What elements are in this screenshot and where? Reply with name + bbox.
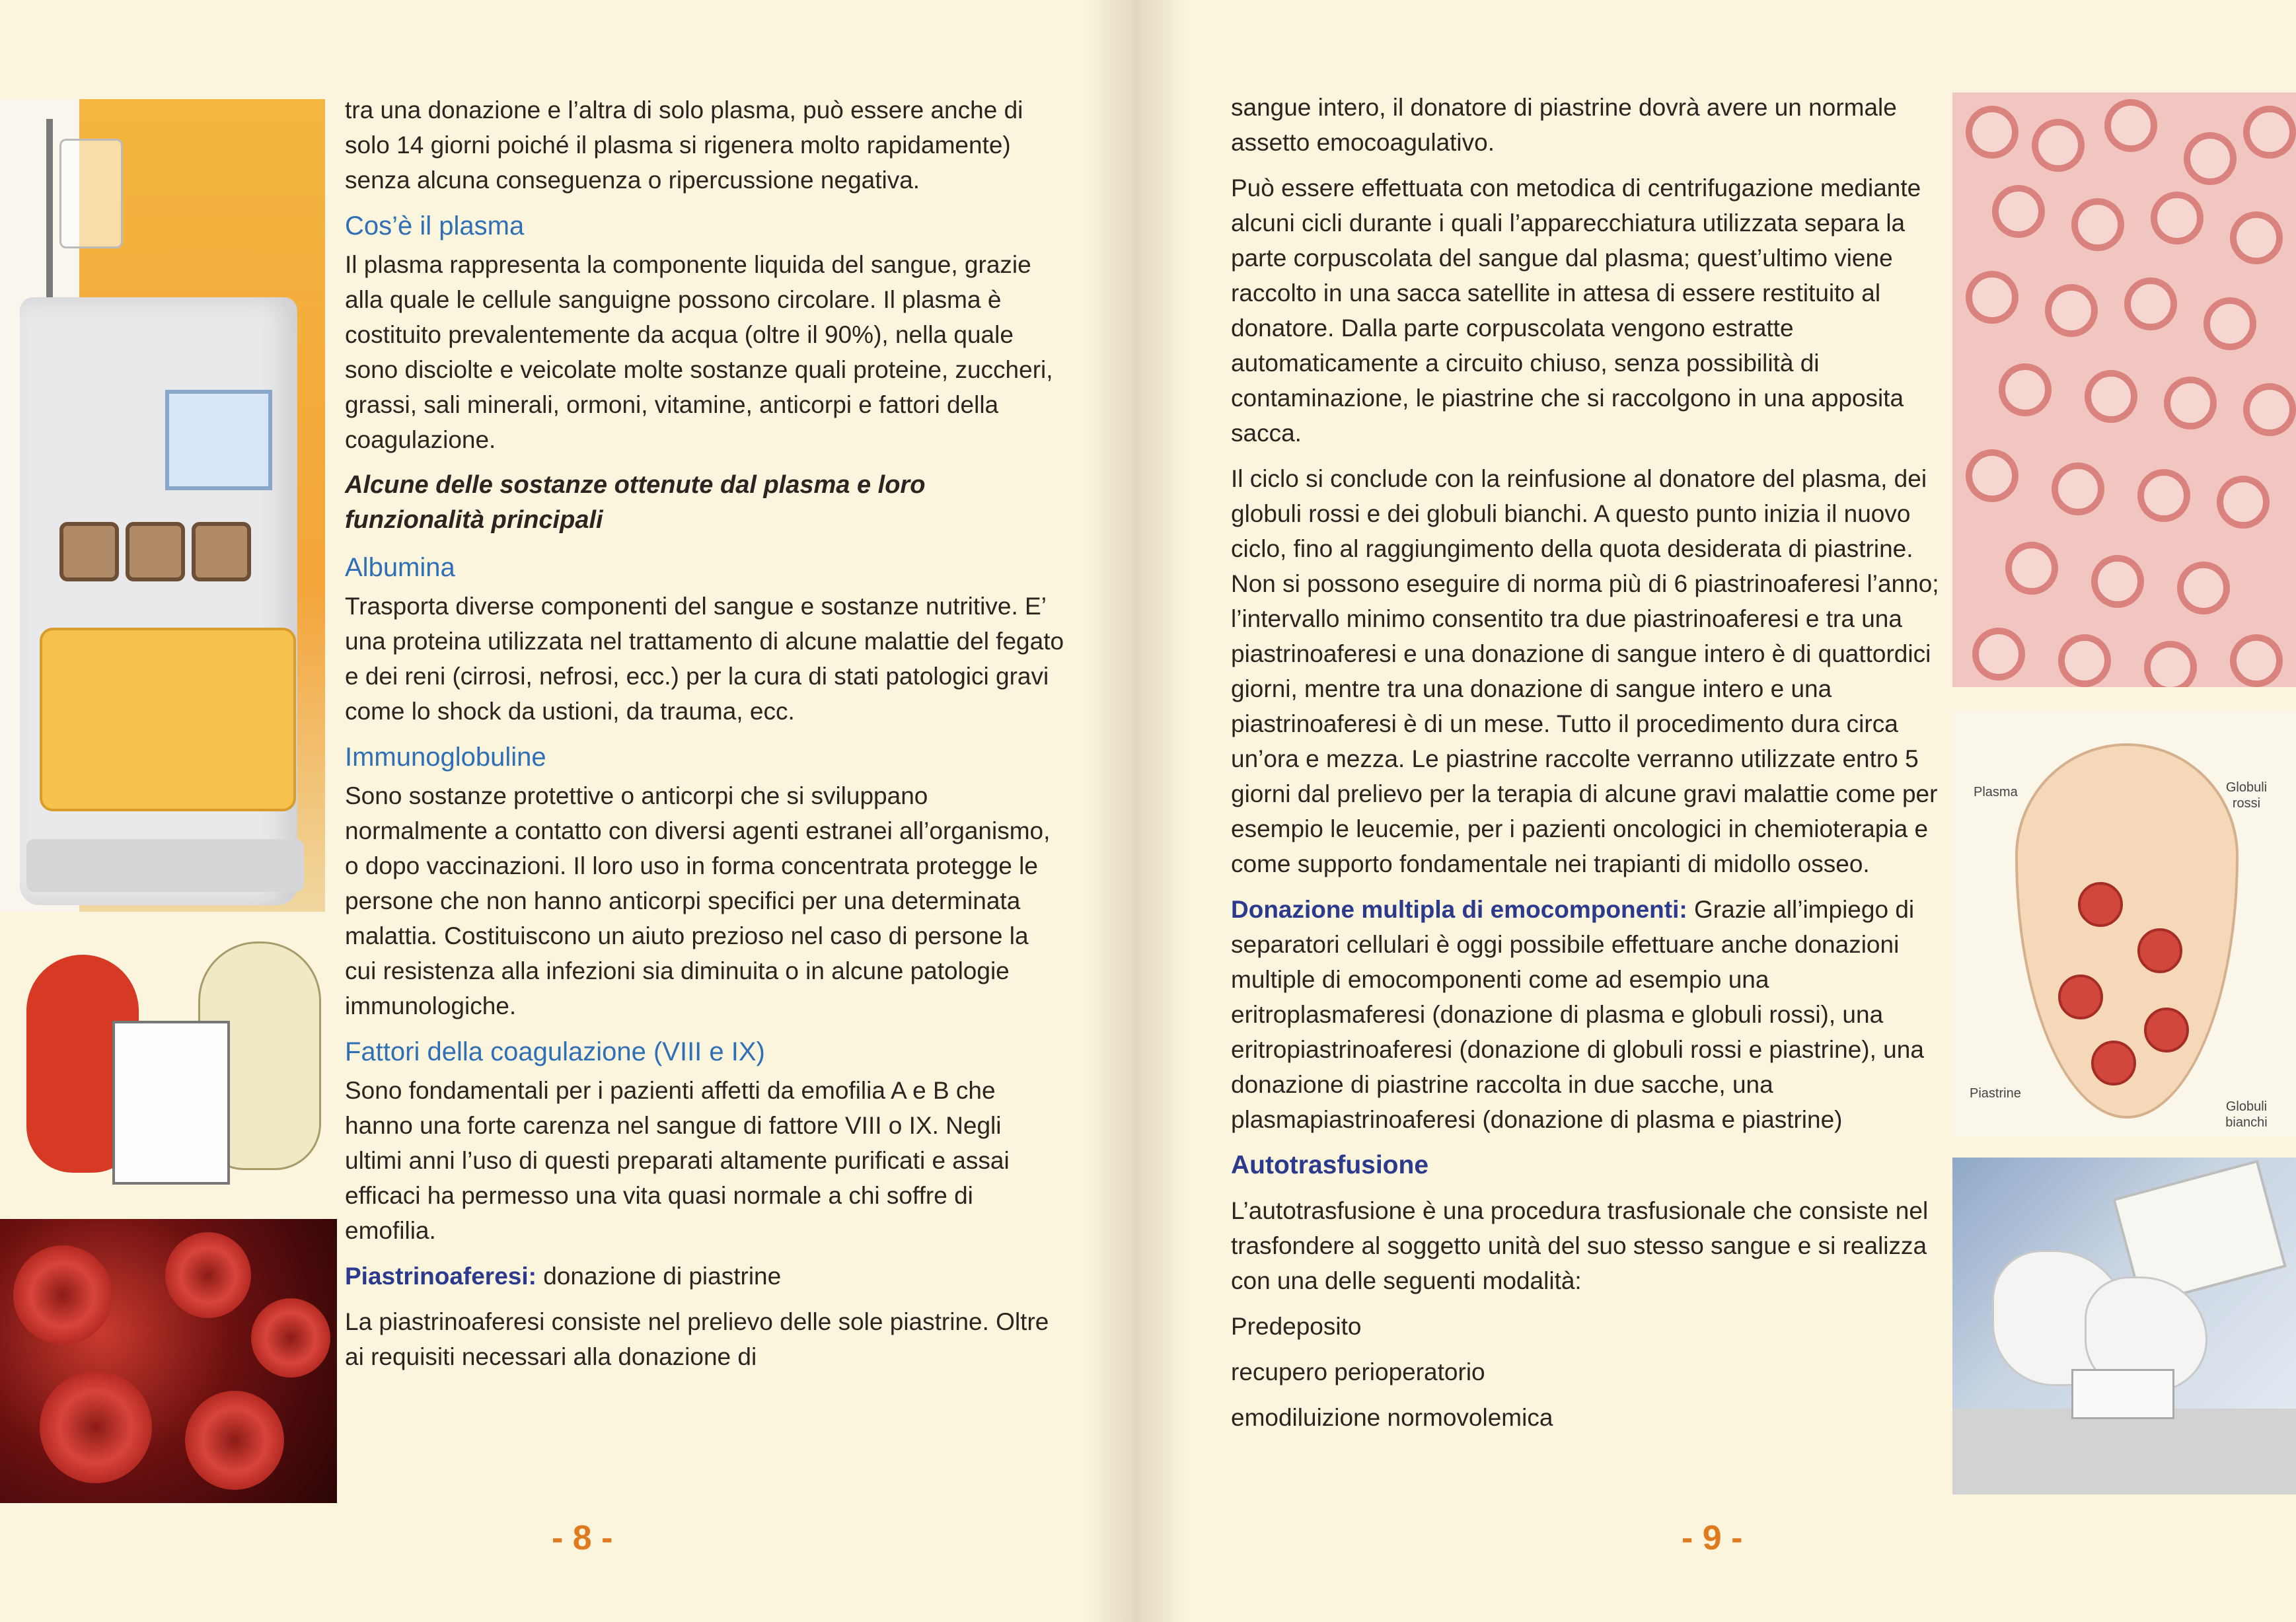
page-number-left: - 8 -	[552, 1519, 613, 1557]
label-globuli-rossi: Globuli rossi	[2225, 780, 2268, 811]
heading-immunoglobuline: Immunoglobuline	[345, 743, 546, 772]
runin-donazione-multipla: Donazione multipla di emocomponenti:	[1231, 896, 1687, 923]
paragraph: tra una donazione e l’altra di solo plasma, può essere anche di solo 14 giorni poiché il plasma si rigenera molto rapidamente) senza alcuna conseguenza o ripercussione negativa.	[345, 96, 1023, 194]
blood-cell-cartoon-illustration	[0, 915, 330, 1206]
label-piastrine: Piastrine	[1970, 1086, 2021, 1101]
paragraph-albumina: Trasporta diverse componenti del sangue e sostanze nutritive. E’ una proteina utilizzata nel trattamento di alcune malattie del fegato e dei reni (cirrosi, nefrosi, ecc.) per la cura di stati patologici gravi come lo shock da ustioni, da trauma, ecc.	[345, 593, 1064, 725]
heading-fattori: Fattori della coagulazione (VIII e IX)	[345, 1037, 765, 1066]
paragraph: Il ciclo si conclude con la reinfusione al donatore del plasma, dei globuli rossi e dei globuli bianchi. A questo punto inizia il nuovo ciclo, fino al raggiungimento della quota desiderata di piastrine. Non si possono eseguire di norma più di 6 piastrinoaferesi l’anno; l’intervallo minimo consentito tra due piastrinoaferesi e tra una piastrinoaferesi e una donazione di sangue intero è di quattordici giorni, mentre tra una donazione di sangue intero e una piastrinoaferesi è di un mese. Tutto il procedimento dura circa un’ora e mezza. Le piastrine raccolte verranno utilizzate entro 5 giorni dal prelievo per la terapia di alcune gravi malattie come per esempio le leucemie, per i pazienti oncologici in chemioterapia e come supporto fondamentale nei trapianti di midollo osseo.	[1231, 465, 1939, 877]
heading-substances: Alcune delle sostanze ottenute dal plasma e loro funzionalità principali	[345, 471, 926, 534]
runin-piastrinoaferesi: Piastrinoaferesi:	[345, 1263, 537, 1290]
heading-autotrasfusione: Autotrasfusione	[1231, 1151, 1429, 1179]
heading-plasma: Cos’è il plasma	[345, 211, 525, 240]
paragraph-piastrinoaferesi-intro	[345, 1259, 1065, 1294]
label-globuli-bianchi: Globuli bianchi	[2225, 1099, 2268, 1130]
page-number-right: - 9 -	[1682, 1519, 1743, 1557]
list-item: emodiluizione normovolemica	[1231, 1404, 1553, 1431]
left-page	[0, 0, 1136, 1622]
runin-rest: donazione di piastrine	[536, 1263, 782, 1290]
paragraph-immunoglobuline: Sono sostanze protettive o anticorpi che si sviluppano normalmente a contatto con diversi agenti estranei all’organismo, o dopo vaccinazioni. Il loro uso in forma concentrata protegge le persone che non hanno anticorpi specifici per una determinata malattia. Costituiscono un aiuto prezioso nel caso di persone la cui resistenza alla infezioni sia diminuita o in alcune patologie immunologiche.	[345, 782, 1051, 1019]
runin-rest: Grazie all’impiego di separatori cellulari è oggi possibile effettuare anche donazioni multiple di emocomponenti come ad esempio una eritroplasmaferesi (donazione di plasma e globuli rossi), una eritropiastrinoaferesi (donazione di globuli rossi e piastrine), una donazione di piastrine raccolta in due sacche, una plasmapiastrinoaferesi (donazione di plasma e piastrine)	[1231, 896, 1924, 1133]
paragraph: Può essere effettuata con metodica di centrifugazione mediante alcuni cicli durante i quali l’apparecchiatura utilizzata separa la parte corpuscolata del sangue dal plasma; quest’ultimo viene raccolto in una sacca satellite in attesa di essere restituito al donatore. Dalla parte corpuscolata vengono estratte automaticamente a circuito chiuso, senza possibilità di contaminazione, le piastrine che si raccolgono in una apposita sacca.	[1231, 174, 1921, 447]
paragraph: sangue intero, il donatore di piastrine dovrà avere un normale assetto emocoagulativo.	[1231, 94, 1897, 156]
blood-drop-diagram	[1952, 710, 2296, 1136]
paragraph-fattori: Sono fondamentali per i pazienti affetti da emofilia A e B che hanno una forte carenza nel sangue di fattore VIII o IX. Negli ultimi anni l’uso di questi preparati altamente purificati e assai efficaci ha permesso una vita quasi normale a chi soffre di emofilia.	[345, 1077, 1010, 1244]
list-item: recupero perioperatorio	[1231, 1358, 1485, 1385]
right-text-column	[1231, 90, 1951, 1446]
label-plasma: Plasma	[1974, 785, 2018, 799]
blood-smear-photo	[1952, 92, 2296, 687]
heading-albumina: Albumina	[345, 553, 455, 582]
blood-cells-illustration	[0, 1219, 337, 1503]
paragraph-plasma: Il plasma rappresenta la componente liquida del sangue, grazie alla quale le cellule sanguigne possono circolare. Il plasma è costituito prevalentemente da acqua (oltre il 90%), nella quale sono disciolte e veicolate molte sostanze quali proteine, zuccheri, grassi, sali minerali, ormoni, vitamine, anticorpi e fattori della coagulazione.	[345, 251, 1053, 453]
paragraph-donazione-multipla	[1231, 892, 1951, 1137]
lab-technician-photo	[1952, 1158, 2296, 1494]
paragraph-autotrasfusione: L’autotrasfusione è una procedura trasfusionale che consiste nel trasfondere al soggetto unità del suo stesso sangue e si realizza con una delle seguenti modalità:	[1231, 1197, 1929, 1294]
list-item: Predeposito	[1231, 1313, 1362, 1340]
left-text-column	[345, 92, 1065, 1385]
apheresis-machine-photo	[0, 99, 325, 912]
paragraph-piastrinoaferesi: La piastrinoaferesi consiste nel prelievo delle sole piastrine. Oltre ai requisiti necessari alla donazione di	[345, 1308, 1049, 1370]
